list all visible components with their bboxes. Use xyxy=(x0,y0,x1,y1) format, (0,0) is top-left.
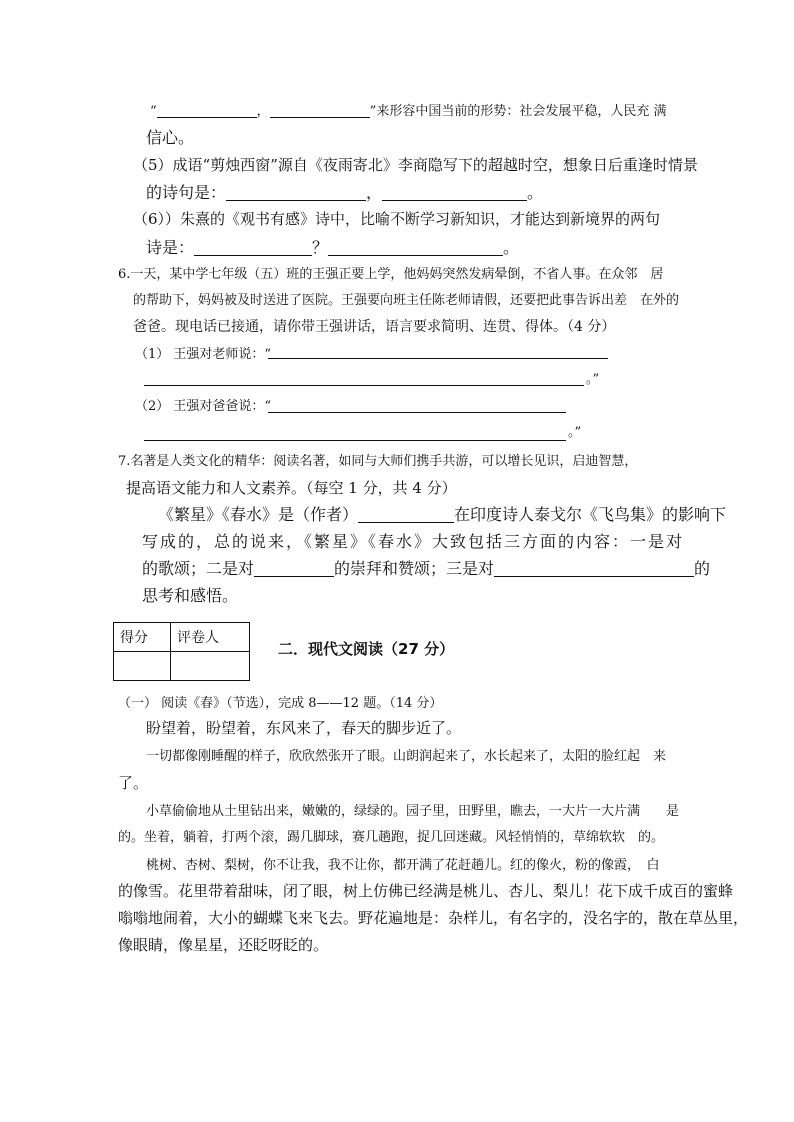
section-title: 二．现代文阅读（27 分） xyxy=(278,640,455,658)
grader-input-cell[interactable] xyxy=(171,652,250,681)
open-quote: “ xyxy=(150,104,157,119)
q6-answer-2-end: 。” xyxy=(568,425,582,440)
q6-line-1: 6.一天，某中学七年级（五）班的王强正要上学，他妈妈突然发病晕倒，不省人事。在众邻 居 xyxy=(118,267,664,282)
passage-p4-line-3: 嗡嗡地闹着，大小的蝴蝶飞来飞去。野花遍地是：杂样儿，有名字的，没名字的，散在草丛里， xyxy=(118,909,749,927)
passage-p2-line-2: 了。 xyxy=(118,774,149,792)
fill-blank[interactable] xyxy=(226,186,366,201)
passage-p2-line-1: 一切都像刚睡醒的样子，欣欣然张开了眼。山朗润起来了，水长起来了，太阳的脸红起 来 xyxy=(146,749,667,764)
fill-blank[interactable] xyxy=(358,508,454,523)
passage-p4-line-4: 像眼睛，像星星，还眨呀眨的。 xyxy=(118,936,329,954)
comma: ， xyxy=(256,104,270,119)
fill-blank[interactable] xyxy=(270,103,370,118)
q6-answer-1-end: 。” xyxy=(586,372,600,387)
q6-answer-2-label: （2） 王强对爸爸说：“ xyxy=(135,399,272,414)
q6-line-3: 爸爸。现电话已接通，请你带王强讲话，语言要求简明、连贯、得体。（4 分） xyxy=(133,319,616,335)
q7-line-1: 7.名著是人类文化的精华：阅读名著，如同与大师们携手共游，可以增长见识，启迪智慧， xyxy=(118,454,638,469)
fill-blank[interactable] xyxy=(194,241,312,256)
q6-answer-1-label: （1） 王强对老师说：“ xyxy=(135,347,272,362)
answer-line[interactable] xyxy=(144,440,566,441)
q4-line-1-tail: ”来形容中国当前的形势：社会发展平稳，人民充 满 xyxy=(369,104,667,119)
passage-p4-line-2: 的像雪。花里带着甜味，闭了眼，树上仿佛已经满是桃儿、杏儿、梨儿！花下成千成百的蜜蜂 xyxy=(118,882,734,900)
fill-blank[interactable] xyxy=(157,103,257,118)
q4-item-6-line-2: 诗是： ？ 。 xyxy=(146,238,520,257)
q7-line-4: 写成的，总的说来，《繁星》《春水》大致包括三方面的内容：一是对 xyxy=(142,532,685,551)
passage-p3-line-2: 的。坐着，躺着，打两个滚，踢几脚球，赛几趟跑，捉几回迷藏。风轻悄悄的，草绵软软 的。 xyxy=(118,830,665,845)
score-input-cell[interactable] xyxy=(114,652,171,681)
q4-line-1 xyxy=(150,103,666,118)
q7-line-2: 提高语文能力和人文素养。（每空 1 分，共 4 分） xyxy=(126,479,457,497)
q7-line-6: 思考和感悟。 xyxy=(142,586,239,605)
q4-item-5-line-2: 的诗句是： ， 。 xyxy=(146,183,544,202)
q4-item-6-line-1: （6））朱熹的《观书有感》诗中，比喻不断学习新知识，才能达到新境界的两句 xyxy=(133,210,661,228)
q7-line-5: 的歌颂；二是对 的崇拜和赞颂；三是对 的 xyxy=(142,559,711,578)
passage-p4-line-1: 桃树、杏树、梨树，你不让我，我不让你，都开满了花赶趟儿。红的像火，粉的像霞， 白 xyxy=(146,858,660,873)
answer-line[interactable] xyxy=(268,412,566,413)
q6-line-2: 的帮助下，妈妈被及时送进了医院。王强要向班主任陈老师请假，还要把此事告诉出差 在外的 xyxy=(133,293,680,308)
passage-p1: 盼望着，盼望着，东风来了，春天的脚步近了。 xyxy=(146,719,462,737)
q4-line-2: 信心。 xyxy=(146,128,195,147)
answer-line[interactable] xyxy=(144,385,584,386)
grader-label-cell: 评卷人 xyxy=(171,623,250,652)
fill-blank[interactable] xyxy=(382,186,527,201)
fill-blank[interactable] xyxy=(494,562,694,577)
answer-line[interactable] xyxy=(268,358,608,359)
q7-line-3: 《繁星》《春水》是（作者） 在印度诗人泰戈尔《飞鸟集》的影响下 xyxy=(158,505,727,524)
score-label-cell: 得分 xyxy=(114,623,171,652)
q4-item-5-line-1: （5）成语“剪烛西窗”源自《夜雨寄北》李商隐写下的超越时空，想象日后重逢时情景 xyxy=(133,156,698,174)
fill-blank[interactable] xyxy=(254,562,334,577)
passage-p3-line-1: 小草偷偷地从土里钻出来，嫩嫩的，绿绿的。园子里，田野里，瞧去，一大片一大片满 是 xyxy=(146,804,680,819)
score-table xyxy=(113,622,250,681)
reading-intro: （一） 阅读《春》（节选），完成 8——12 题。（14 分） xyxy=(118,696,443,711)
fill-blank[interactable] xyxy=(328,241,503,256)
